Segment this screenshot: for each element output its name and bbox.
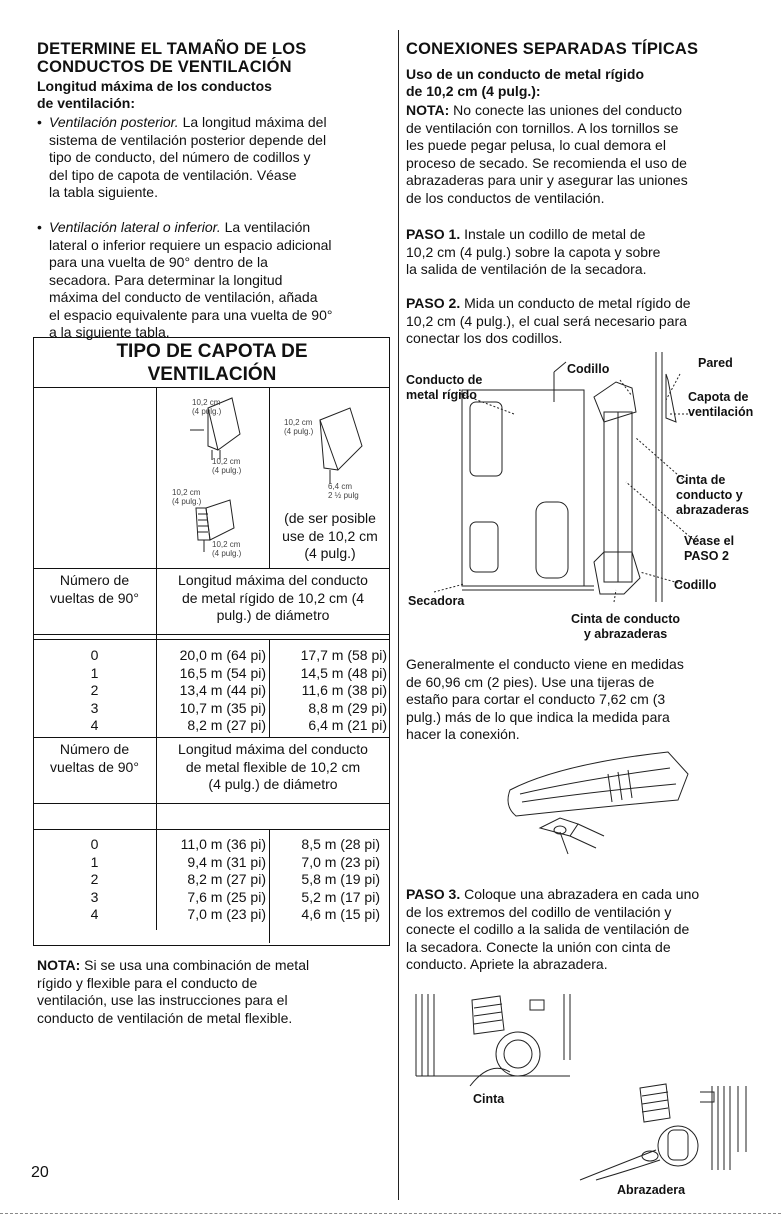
- label-see-step-2: Véase el PASO 2: [684, 534, 735, 563]
- label-dryer: Secadora: [408, 594, 465, 608]
- label-rigid-duct: Conducto de metal rígido: [406, 373, 483, 402]
- table-cell: 13,4 m (44 pi): [179, 682, 266, 698]
- bullet-rear-vent: • Ventilación posterior. La longitud máxima del sistema de ventilación posterior depende del tipo de conducto, del número de codillos y del tipo de capota de ventilación. Véase la tabla siguiente.: [37, 114, 327, 200]
- dim-label: 10,2 cm (4 pulg.): [172, 488, 202, 506]
- dim-label: 10,2 cm (4 pulg.): [284, 418, 314, 436]
- hood-note: (de ser posible use de 10,2 cm (4 pulg.): [282, 510, 378, 561]
- table-cell: 5,8 m (19 pi): [301, 871, 380, 887]
- flexible-louvered-column: [157, 836, 266, 924]
- dim-label: 10,2 cm (4 pulg.): [212, 457, 242, 475]
- divider: [33, 639, 390, 640]
- step-1: PASO 1. Instale un codillo de metal de 10,2 cm (4 pulg.) sobre la capota y sobre la salida de ventilación de la secadora.: [406, 226, 661, 277]
- rigid-length-header: Longitud máxima del conducto de metal rígido de 10,2 cm (4 pulg.) de diámetro: [178, 572, 368, 623]
- table-cell: 6,4 m (21 pi): [308, 717, 387, 733]
- rigid-louvered-column: [157, 647, 266, 735]
- column-divider: [398, 30, 399, 1200]
- table-cell: 7,0 m (23 pi): [301, 853, 380, 870]
- divider: [33, 568, 390, 569]
- flexible-turns-column: [33, 836, 156, 924]
- table-cell: 4: [90, 717, 99, 733]
- label-tape-clamps-bottom: Cinta de conducto y abrazaderas: [571, 612, 681, 641]
- label-tape: Cinta: [473, 1092, 505, 1106]
- table-cell: 16,5 m (54 pi): [179, 664, 266, 681]
- table-cell: 9,4 m (31 pi): [187, 853, 266, 870]
- table-cell: 5,2 m (17 pi): [301, 888, 380, 905]
- divider: [33, 737, 390, 738]
- table-cell: 8,5 m (28 pi): [301, 836, 380, 852]
- section-heading: CONEXIONES SEPARADAS TÍPICAS: [406, 40, 699, 58]
- duct-tape-illustration: [410, 990, 580, 1090]
- bullet-side-vent: • Ventilación lateral o inferior. La ventilación lateral o inferior requiere un espacio adicional para una vuelta de 90° dentro de la secadora. Para determinar la longitud máxima del conducto de ventilación, añada el espacio equivalente para una vuelta de 90° a la siguiente tabla.: [37, 219, 333, 340]
- label-elbow-top: Codillo: [567, 362, 610, 376]
- table-cell: 7,6 m (25 pi): [187, 888, 266, 905]
- turns-header: Número de vueltas de 90°: [50, 741, 139, 775]
- divider: [33, 829, 390, 830]
- table-cell: 1: [90, 853, 99, 870]
- dim-label: 10,2 cm (4 pulg.): [192, 398, 222, 416]
- divider: [33, 634, 390, 635]
- dim-label: 10,2 cm (4 pulg.): [212, 540, 242, 558]
- table-cell: 2: [90, 871, 99, 887]
- section-subheading: Longitud máxima de los conductos de ventilación:: [37, 78, 272, 111]
- section-heading: DETERMINE EL TAMAÑO DE LOS CONDUCTOS DE VENTILACIÓN: [37, 40, 307, 76]
- table-cell: 7,0 m (23 pi): [187, 906, 266, 922]
- flexible-box-column: [270, 836, 380, 924]
- table-cell: 3: [90, 699, 99, 716]
- screws-note: NOTA: No conecte las uniones del conducto de ventilación con tornillos. A los tornillos se les puede pegar pelusa, lo cual demora el proceso de secado. Se recomienda el uso de abrazaderas para unir y asegurar las uniones de los conductos de ventilación.: [406, 102, 688, 206]
- page-number: 20: [31, 1164, 49, 1181]
- divider: [269, 387, 270, 568]
- table-cell: 10,7 m (35 pi): [179, 699, 266, 716]
- dim-label: 6,4 cm 2 ½ pulg: [328, 482, 359, 500]
- clamp-illustration: [560, 1080, 770, 1182]
- table-cell: 8,2 m (27 pi): [187, 871, 266, 887]
- label-clamp: Abrazadera: [617, 1183, 686, 1197]
- divider: [156, 387, 157, 568]
- divider: [33, 387, 390, 388]
- table-cell: 4,6 m (15 pi): [301, 906, 380, 922]
- divider: [33, 803, 390, 804]
- combination-note: NOTA: Si se usa una combinación de metal rígido y flexible para el conducto de ventilación, use las instrucciones para el conducto de ventilación de metal flexible.: [37, 957, 310, 1026]
- table-cell: 17,7 m (58 pi): [300, 647, 387, 663]
- rigid-turns-column: [33, 647, 156, 735]
- table-cell: 0: [90, 836, 99, 852]
- table-cell: 8,2 m (27 pi): [187, 717, 266, 733]
- table-cell: 2: [90, 682, 99, 698]
- table-cell: 0: [90, 647, 99, 663]
- page-edge: [0, 1213, 781, 1214]
- table-cell: 4: [90, 906, 99, 922]
- table-cell: 3: [90, 888, 99, 905]
- table-cell: 14,5 m (48 pi): [300, 664, 387, 681]
- turns-header: Número de vueltas de 90°: [50, 572, 139, 606]
- label-wall: Pared: [698, 356, 733, 370]
- table-cell: 11,0 m (36 pi): [180, 836, 266, 852]
- bullet-mark: •: [37, 114, 42, 130]
- tin-snips-illustration: [500, 744, 690, 862]
- label-tape-clamps: Cinta de conducto y abrazaderas: [676, 473, 749, 517]
- table-cell: 1: [90, 664, 99, 681]
- label-elbow-bottom: Codillo: [674, 578, 717, 592]
- table-title: TIPO DE CAPOTA DE VENTILACIÓN: [116, 341, 308, 385]
- step-2: PASO 2. Mida un conducto de metal rígido de 10,2 cm (4 pulg.), el cual será necesario para conectar los dos codillos.: [406, 295, 691, 346]
- table-cell: 8,8 m (29 pi): [308, 699, 387, 716]
- table-cell: 20,0 m (64 pi): [179, 647, 266, 663]
- step-3: PASO 3. Coloque una abrazadera en cada uno de los extremos del codillo de ventilación y conecte el codillo a la salida de ventilación de la secadora. Conecte la unión con cinta de conducto. Apriete la abrazadera.: [406, 886, 700, 972]
- flexible-length-header: Longitud máxima del conducto de metal flexible de 10,2 cm (4 pulg.) de diámetro: [178, 741, 368, 792]
- table-cell: 11,6 m (38 pi): [301, 682, 387, 698]
- label-hood: Capota de ventilación: [688, 390, 754, 419]
- bullet-mark: •: [37, 219, 42, 235]
- rigid-box-column: [270, 647, 387, 735]
- cutting-instructions: Generalmente el conducto viene en medidas de 60,96 cm (2 pies). Use una tijeras de estaño para cortar el conducto 7,62 cm (3 pulg.) más de lo que indica la medida para hacer la conexión.: [406, 656, 684, 742]
- section-subheading: Uso de un conducto de metal rígido de 10,2 cm (4 pulg.):: [406, 66, 645, 99]
